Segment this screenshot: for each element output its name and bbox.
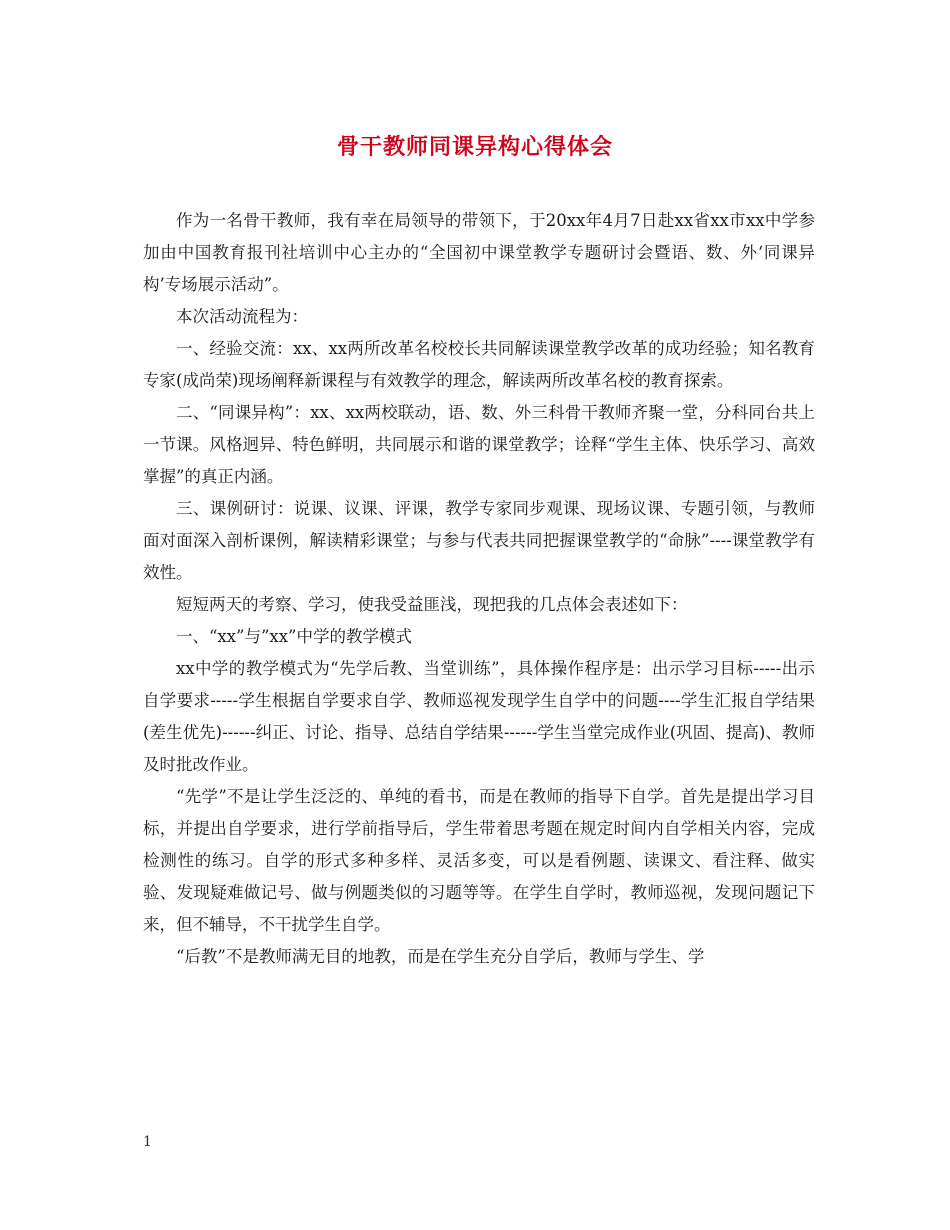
page-number: 1 (143, 1134, 152, 1150)
document-title: 骨干教师同课异构心得体会 (336, 134, 613, 160)
paragraph-process-heading: 本次活动流程为： (176, 307, 308, 326)
paragraph-section-heading: 一、“xx”与”xx”中学的教学模式 (176, 627, 412, 646)
paragraph-case-study: 三、课例研讨：说课、议课、评课，教学专家同步观课、现场议课、专题引领，与教师面对面深入剖析课例，解读精彩课堂；与参与代表共同把握课堂教学的“命脉”----课堂教学有效性。 (143, 499, 815, 582)
paragraph-same-lesson: 二、“同课异构”：xx、xx两校联动，语、数、外三科骨干教师齐聚一堂，分科同台共上一节课。风格迥异、特色鲜明，共同展示和谐的课堂教学；诠释“学生主体、快乐学习、高效掌握”的真正内涵。 (143, 403, 815, 486)
paragraph-learn-first: “先学”不是让学生泛泛的、单纯的看书，而是在教师的指导下自学。首先是提出学习目标，并提出自学要求，进行学前指导后，学生带着思考题在规定时间内自学相关内容，完成检测性的练习。自学的形式多种多样、灵活多变，可以是看例题、读课文、看注释、做实验、发现疑难做记号、做与例题类似的习题等等。在学生自学时，教师巡视，发现问题记下来，但不辅导，不干扰学生自学。 (143, 787, 815, 934)
paragraph-teach-after: “后教”不是教师满无目的地教，而是在学生充分自学后，教师与学生、学 (176, 947, 705, 966)
paragraph-teaching-model: xx中学的教学模式为“先学后教、当堂训练”，具体操作程序是：出示学习目标-----出示自学要求-----学生根据自学要求自学、教师巡视发现学生自学中的问题----学生汇报自学结果(差生优先)------纠正、讨论、指导、总结自学结果------学生当堂完成作业(巩固、提高)、教师及时批改作业。 (143, 659, 815, 774)
paragraph-reflection-intro: 短短两天的考察、学习，使我受益匪浅，现把我的几点体会表述如下： (176, 595, 688, 614)
paragraph-experience-exchange: 一、经验交流：xx、xx两所改革名校校长共同解读课堂教学改革的成功经验；知名教育专家(成尚荣)现场阐释新课程与有效教学的理念，解读两所改革名校的教育探索。 (143, 339, 815, 390)
paragraph-intro: 作为一名骨干教师，我有幸在局领导的带领下，于20xx年4月7日赴xx省xx市xx中学参加由中国教育报刊社培训中心主办的“全国初中课堂教学专题研讨会暨语、数、外‘同课异构’专场展示活动”。 (143, 211, 815, 294)
document-body (143, 205, 815, 973)
